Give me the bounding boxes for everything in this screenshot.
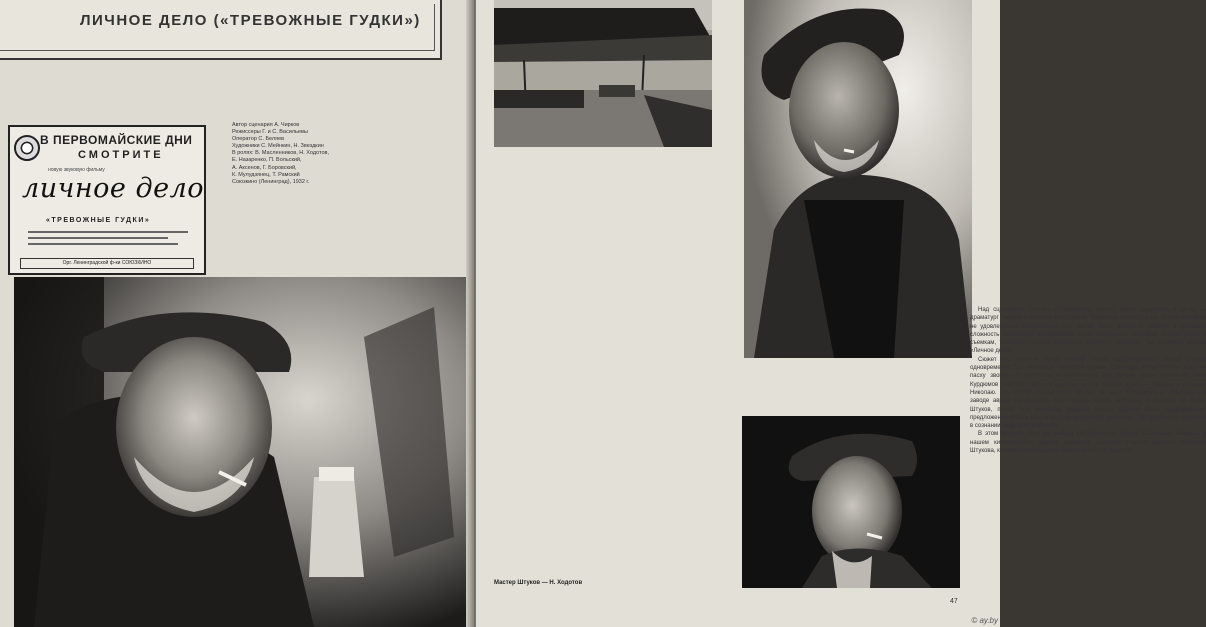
poster-title: личное дело (22, 173, 205, 204)
credit-line: К. Мулудзянец, Т. Рамский (232, 171, 300, 178)
article-text (970, 306, 1206, 455)
poster-fine-print (28, 243, 178, 245)
poster-line-1: В ПЕРВОМАЙСКИЕ ДНИ (40, 133, 193, 147)
worker-portrait-bottom (742, 416, 960, 588)
credit-line: А. Аксенов, Г. Боровский, (232, 164, 297, 171)
article-paragraph: Сюжет его, вкратце, таков: лучший токарь судоремонтного завода Штуков одновременно был звонарем городской церкви. Однажды, когда Штуков ушел на пасху звонить в колокола, возлюбленный его дочери Анны начальник цеха Курдюмов поручает обточку судового винта своему другу — лентяю и пьянице Николаю. Тот сгубил «заморский» металл на винт. Комсомольцы объявили на заводе аврал. Необходимо было отлить новую заготовку, а металла не было. Штуков, поняв, что интересы родного завода дороже всего, поддерживает предложение отлить новый винт из церковного колокола. Так происходит перелом в сознании кадрового рабочего. (970, 356, 1206, 430)
title-box (0, 0, 442, 60)
credit-line: Автор сценария А. Чирков (232, 122, 300, 128)
poster-subtitle: «ТРЕВОЖНЫЕ ГУДКИ» (46, 217, 151, 224)
credit-line: Оператор С. Беляев (232, 136, 285, 143)
credit-line: В ролях: В. Масленников, Н. Ходотов, (232, 150, 329, 157)
credit-line: Союзкино (Ленинград), 1932 г. (232, 178, 310, 185)
right-page (476, 0, 1206, 627)
main-still-photo (14, 277, 466, 627)
worker-portrait-top (744, 0, 972, 358)
poster-line-2: СМОТРИТЕ (78, 149, 164, 161)
credit-line: Режиссеры Г. и С. Васильевы (232, 129, 308, 136)
film-poster (8, 125, 206, 275)
credit-line: Художники С. Мейнкин, Н. Звездкин (232, 143, 324, 150)
page-title: ЛИЧНОЕ ДЕЛО («ТРЕВОЖНЫЕ ГУДКИ») (80, 12, 421, 29)
credit-line: Е. Назаренко, П. Вольский, (232, 157, 302, 164)
article-paragraph: Над сценарием «Затон» («Тревожные гудки») много трудились и автор — драматург Чирков и позднее его соавтор Толмачев. Несмотря на то что сценарий не удовлетворял Васильевых, они, желая снять фильм о рабочих и учитывая сложность положения кинофабрики, сами переписали сценарий и приступили к съемкам, торопясь отснять уходящую натуру — ледоход. Так появился фильм «Личное дело». (970, 307, 1206, 355)
photo-caption: Мастер Штуков — Н. Ходотов (494, 580, 583, 586)
poster-fine-print (28, 237, 168, 239)
article-paragraph: В этом фильме, еще до выхода «Встречного», братья Васильевы впервые в нашем киноискусстве удачно раскрыли характер старого русского рабочего Штукова, которого многогранно сыграл артист Н. Ходотов. (970, 431, 1206, 455)
poster-footer: Орг. Ленинградской ф-ки СОЮЗКИНО (20, 258, 194, 269)
left-page (0, 0, 472, 627)
poster-line-3: новую звуковую фильму (48, 167, 105, 173)
page-number: 47 (950, 598, 958, 605)
watermark: © ay.by (971, 616, 998, 625)
emblem-icon (14, 135, 40, 161)
film-credits (232, 122, 432, 186)
ship-photo (494, 0, 712, 147)
poster-fine-print (28, 231, 188, 233)
